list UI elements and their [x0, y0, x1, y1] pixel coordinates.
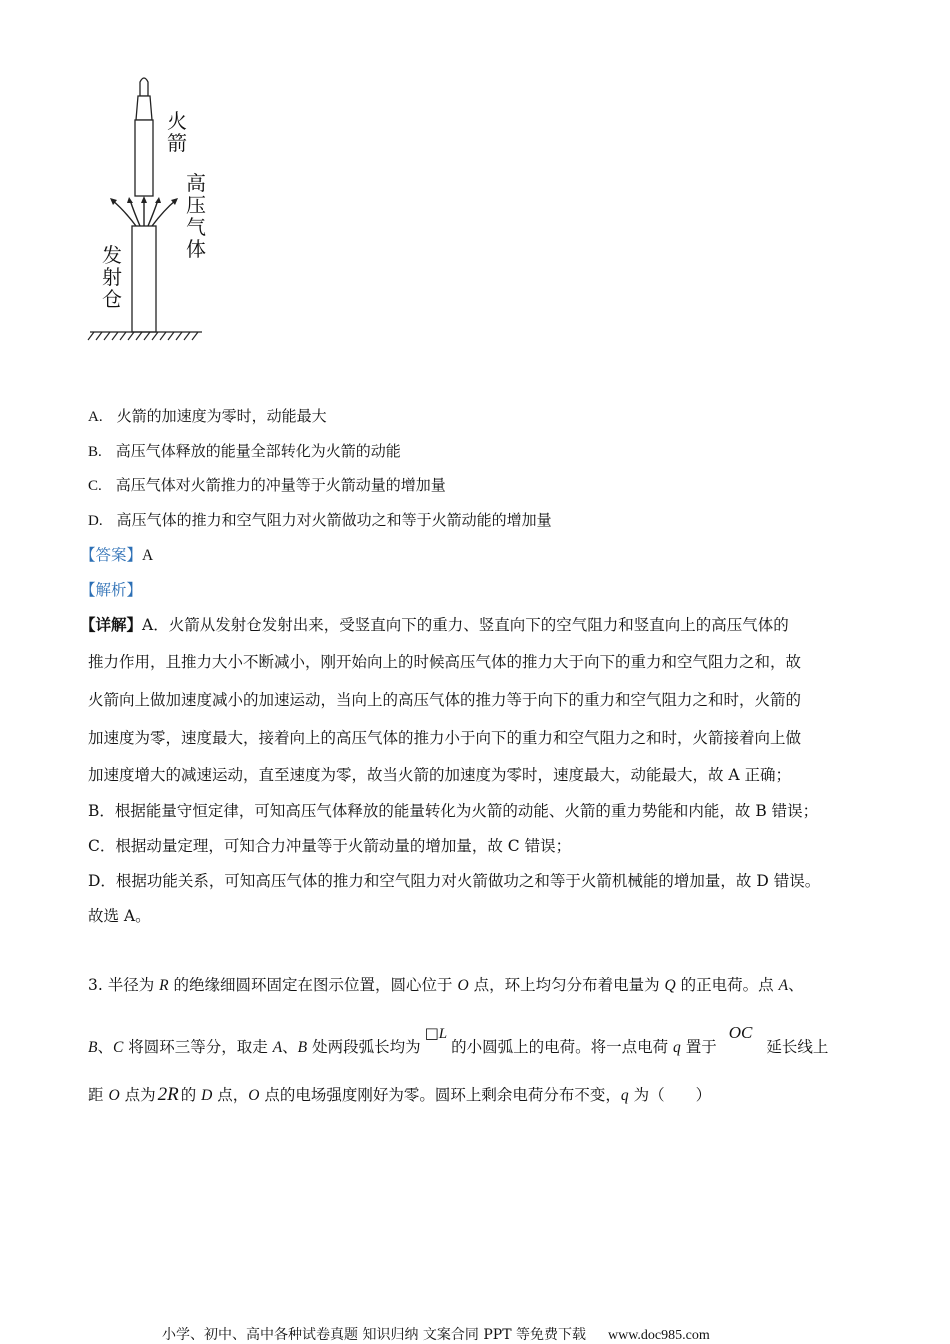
gas-arrows [112, 200, 176, 226]
q3-line-3: 距 O 点为 2R 的 D 点，O 点的电场强度刚好为零。圆环上剩余电荷分布不变，q 为（ ） [88, 1084, 712, 1105]
option-b [88, 440, 401, 461]
detail-line-5: 加速度增大的减速运动，直至速度为零，故当火箭的加速度为零时，速度最大，动能最大，故 A 正确； [88, 766, 792, 784]
option-c [88, 474, 446, 495]
delta-l-symbol: □L [424, 1024, 448, 1042]
two-r-symbol: 2R [157, 1084, 179, 1105]
footer-url[interactable]: www.doc985.com [607, 1328, 710, 1343]
analysis-tag: 【解析】 [80, 581, 143, 599]
option-text: 火箭的加速度为零时，动能最大 [116, 407, 327, 425]
label-gas: 高压气体 [186, 171, 206, 261]
q3-line-2: B、C 将圆环三等分，取走 A、B 处两段弧长均为□L的小圆弧上的电荷。将一点电荷 q 置于OC延长线上 [88, 1023, 829, 1056]
option-key: B. [88, 444, 102, 460]
label-chamber: 发射仓 [102, 243, 122, 311]
rocket-shape [135, 78, 153, 196]
detail-tag: 【详解】 [80, 615, 143, 634]
footer-text: 小学、初中、高中各种试卷真题 知识归纳 文案合同 PPT 等免费下载 [162, 1327, 586, 1343]
detail-line-3: 火箭向上做加速度减小的加速运动，当向上的高压气体的推力等于向下的重力和空气阻力之和时，火箭的 [88, 691, 802, 709]
option-text: 高压气体对火箭推力的冲量等于火箭动量的增加量 [115, 476, 446, 494]
option-text: 高压气体的推力和空气阻力对火箭做功之和等于火箭动能的增加量 [116, 511, 552, 529]
oc-symbol: OC [728, 1023, 753, 1042]
option-key: D. [88, 513, 103, 529]
detail-line-1: 【详解】A．火箭从发射仓发射出来，受竖直向下的重力、竖直向下的空气阻力和竖直向上的高压气体的 [80, 615, 789, 634]
option-text: 高压气体释放的能量全部转化为火箭的动能 [115, 442, 401, 460]
launch-chamber [132, 226, 156, 332]
detail-line-6: B．根据能量守恒定律，可知高压气体释放的能量转化为火箭的动能、火箭的重力势能和内能，故 B 错误； [88, 802, 819, 820]
option-a [88, 405, 327, 426]
label-rocket: 火箭 [167, 109, 187, 155]
footer [162, 1324, 710, 1344]
detail-line-9: 故选 A。 [88, 907, 151, 925]
option-d [88, 509, 552, 530]
option-key: C. [88, 478, 102, 494]
ground [88, 332, 202, 340]
detail-line-8: D．根据功能关系，可知高压气体的推力和空气阻力对火箭做功之和等于火箭机械能的增加量，故 D 错误。 [88, 872, 821, 890]
answer-value: A [142, 547, 154, 564]
detail-line-2: 推力作用，且推力大小不断减小，刚开始向上的时候高压气体的推力大于向下的重力和空气阻力之和，故 [88, 653, 802, 671]
detail-line-4: 加速度为零，速度最大，接着向上的高压气体的推力小于向下的重力和空气阻力之和时，火箭接着向上做 [88, 729, 802, 747]
answer [80, 543, 153, 565]
detail-line-7: C．根据动量定理，可知合力冲量等于火箭动量的增加量，故 C 错误； [88, 837, 572, 855]
option-key: A. [88, 409, 103, 425]
q3-line-1: 3. 半径为 R 的绝缘细圆环固定在图示位置，圆心位于 O 点，环上均匀分布着电量为 Q 的正电荷。点 A、 [88, 976, 804, 994]
answer-tag: 【答案】 [80, 546, 143, 564]
